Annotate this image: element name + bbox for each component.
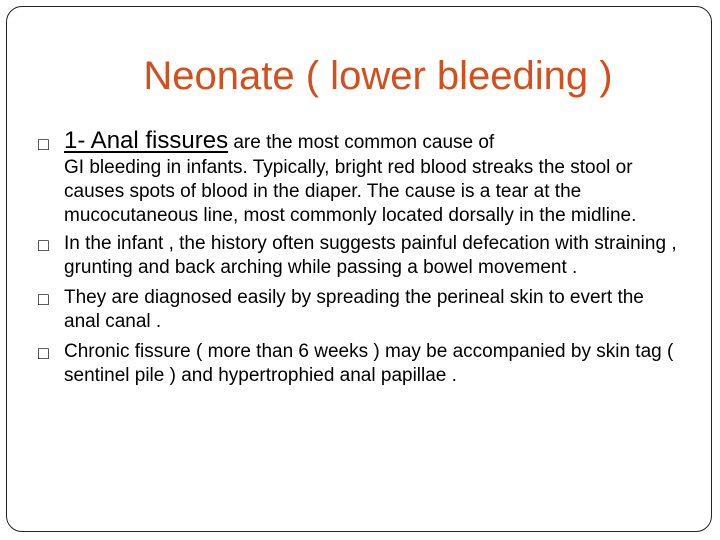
bullet-first-line <box>64 128 678 156</box>
bullet-text: In the infant , the history often suggests painful defecation with straining , grunting and back arching while passing a bowel movement . <box>64 233 677 278</box>
bullet-text: They are diagnosed easily by spreading the perineal skin to evert the anal canal . <box>64 287 644 332</box>
bullet-first-line-rest: are the most common cause of <box>228 132 495 153</box>
bullet-square-icon: □ <box>38 343 49 363</box>
bullet-square-icon: □ <box>38 134 49 154</box>
bullet-square-icon: □ <box>38 235 49 255</box>
bullet-item-1 <box>38 128 678 228</box>
bullet-text: GI bleeding in infants. Typically, bright red blood streaks the stool or causes spots of blood in the diaper. The cause is a tear at the mucocutaneous line, most commonly located dorsally in the midline. <box>64 157 637 226</box>
slide-content <box>38 128 678 388</box>
bullet-item-4 <box>38 340 678 388</box>
bullet-text: Chronic fissure ( more than 6 weeks ) may be accompanied by skin tag ( sentinel pile ) and hypertrophied anal papillae . <box>64 341 674 386</box>
bullet-item-2 <box>38 232 678 280</box>
bullet-item-3 <box>38 286 678 334</box>
slide-title: Neonate ( lower bleeding ) <box>143 54 613 98</box>
bullet-square-icon: □ <box>38 289 49 309</box>
bullet-emphasis: 1- Anal fissures <box>64 127 229 154</box>
